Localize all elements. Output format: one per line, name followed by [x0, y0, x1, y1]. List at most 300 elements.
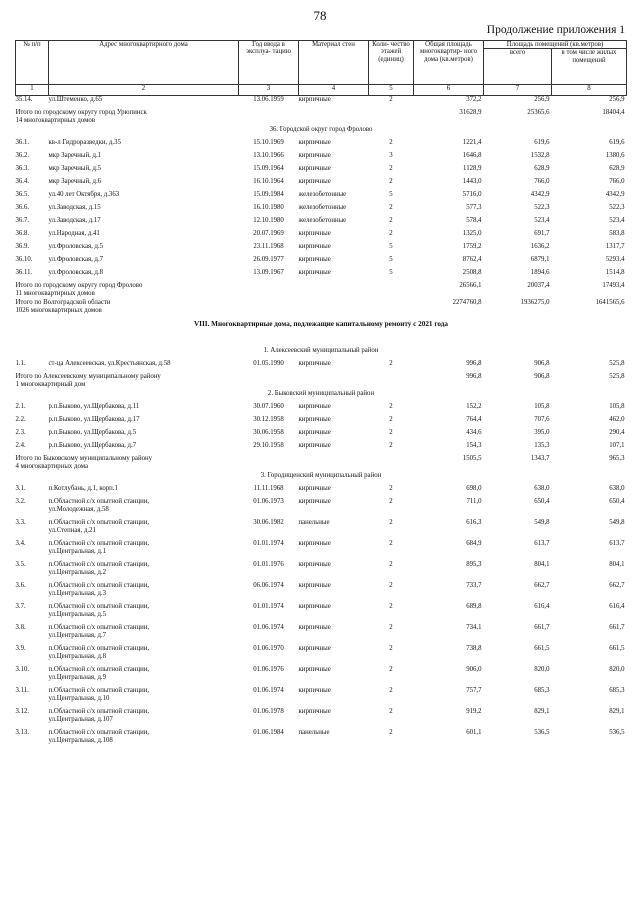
row-year: 01.06.1973	[253, 498, 284, 506]
row-walls: кирпичные	[298, 416, 331, 424]
row-floors: 2	[389, 582, 393, 590]
row-number: 1.1.	[15, 360, 26, 368]
total-living: 18404,4	[602, 109, 625, 117]
row-walls: железобетонные	[298, 191, 347, 199]
total-area: 31628,9	[459, 109, 482, 117]
row-year: 16.10.1980	[253, 204, 284, 212]
table-row	[16, 403, 627, 416]
row-area: 1759,2	[462, 243, 482, 251]
section-heading-row	[16, 347, 627, 360]
row-area: 578,4	[466, 217, 482, 225]
row-walls: кирпичные	[298, 561, 331, 569]
row-area: 698,0	[466, 485, 482, 493]
row-living: 290,4	[609, 429, 625, 437]
row-floors: 2	[389, 429, 393, 437]
row-number: 36.11.	[15, 269, 33, 277]
table-row	[16, 603, 627, 624]
total-all: 20037,4	[527, 282, 550, 290]
row-number: 36.3.	[15, 165, 30, 173]
table-row	[16, 498, 627, 519]
row-year: 13.10.1966	[253, 152, 284, 160]
row-number: 36.6.	[15, 204, 30, 212]
row-number: 3.2.	[15, 498, 26, 506]
page-number: 78	[313, 8, 327, 23]
row-walls: кирпичные	[298, 582, 331, 590]
table-row	[16, 485, 627, 498]
row-floors: 2	[389, 603, 393, 611]
row-address: п.Областной с/х опытной станции, ул.Центральная, д.108	[48, 729, 150, 744]
total-area: 2274760,8	[452, 299, 482, 307]
row-year: 13.09.1967	[253, 269, 284, 277]
row-year: 30.07.1960	[253, 403, 284, 411]
row-year: 15.09.1964	[253, 165, 284, 173]
row-address: п.Областной с/х опытной станции, ул.Центральная, д.8	[48, 645, 150, 660]
row-all: 523,4	[534, 217, 550, 225]
row-number: 36.4.	[15, 178, 30, 186]
row-living: 107,1	[609, 442, 625, 450]
row-number: 2.2.	[15, 416, 26, 424]
row-year: 16.10.1964	[253, 178, 284, 186]
row-living: 523,4	[609, 217, 625, 225]
row-all: 906,8	[534, 360, 550, 368]
section-heading-row	[16, 390, 627, 403]
total-living: 525,8	[609, 373, 625, 381]
row-all: 1532,8	[530, 152, 550, 160]
row-living: 616,4	[609, 603, 625, 611]
row-address: п.Областной с/х опытной станции, ул.Центральная, д.2	[48, 561, 150, 576]
row-all: 685,3	[534, 687, 550, 695]
row-walls: кирпичные	[298, 498, 331, 506]
total-area: 996,8	[466, 373, 482, 381]
row-year: 06.06.1974	[253, 582, 284, 590]
table-row	[16, 165, 627, 178]
total-area: 1505,5	[462, 455, 482, 463]
row-floors: 2	[389, 498, 393, 506]
table-row	[16, 152, 627, 165]
row-floors: 2	[389, 540, 393, 548]
row-living: 462,0	[609, 416, 625, 424]
section-heading: 3. Городищенский муниципальный район	[260, 472, 382, 480]
row-floors: 2	[389, 561, 393, 569]
total-all: 906,8	[534, 373, 550, 381]
row-year: 12.10.1980	[253, 217, 284, 225]
row-walls: кирпичные	[298, 139, 331, 147]
row-all: 616,4	[534, 603, 550, 611]
row-number: 3.10.	[15, 666, 30, 674]
total-row	[16, 109, 627, 126]
table-row	[16, 582, 627, 603]
total-living: 17493,4	[602, 282, 625, 290]
row-area: 154,3	[466, 442, 482, 450]
row-walls: кирпичные	[298, 230, 331, 238]
row-walls: кирпичные	[298, 165, 331, 173]
row-address: п.Областной с/х опытной станции, ул.Центральная, д.10	[48, 687, 150, 702]
header-number: № п/п	[16, 41, 49, 85]
row-address: ст-ца Алексеевская, ул.Крестьянская, д.58	[48, 360, 171, 368]
row-living: 256,9	[609, 96, 625, 104]
row-all: 661,5	[534, 645, 550, 653]
row-address: мкр Заречный, д.5	[48, 165, 102, 173]
row-year: 01.05.1990	[253, 360, 284, 368]
row-living: 1317,7	[605, 243, 625, 251]
row-address: кв-л Гидроразведки, д.35	[48, 139, 121, 147]
row-all: 661,7	[534, 624, 550, 632]
row-year: 30.06.1958	[253, 429, 284, 437]
row-number: 3.8.	[15, 624, 26, 632]
row-floors: 2	[389, 442, 393, 450]
row-floors: 2	[389, 360, 393, 368]
row-number: 3.6.	[15, 582, 26, 590]
row-number: 36.2.	[15, 152, 30, 160]
col-number: 4	[299, 85, 369, 96]
row-floors: 2	[389, 416, 393, 424]
table-row	[16, 230, 627, 243]
row-area: 895,3	[466, 561, 482, 569]
row-area: 711,0	[466, 498, 482, 506]
table-row	[16, 519, 627, 540]
header-living: в том числе жилых помещений	[552, 49, 627, 85]
row-area: 757,7	[466, 687, 482, 695]
row-number: 36.9.	[15, 243, 30, 251]
total-label: Итого по Алексеевскому муниципальному району 1 многоквартирный дом	[15, 373, 161, 388]
row-all: 4342,9	[530, 191, 550, 199]
housing-table	[15, 40, 627, 750]
row-walls: железобетонные	[298, 204, 347, 212]
row-number: 3.3.	[15, 519, 26, 527]
row-living: 522,3	[609, 204, 625, 212]
row-walls: кирпичные	[298, 645, 331, 653]
table-row	[16, 360, 627, 373]
table-row	[16, 708, 627, 729]
total-row	[16, 282, 627, 299]
table-row	[16, 178, 627, 191]
row-address: мкр Заречный, д.6	[48, 178, 102, 186]
row-living: 638,0	[609, 485, 625, 493]
row-floors: 2	[389, 687, 393, 695]
table-row	[16, 243, 627, 256]
row-number: 36.10.	[15, 256, 33, 264]
row-year: 01.06.1984	[253, 729, 284, 737]
row-year: 30.06.1982	[253, 519, 284, 527]
table-row	[16, 687, 627, 708]
row-all: 650,4	[534, 498, 550, 506]
header-total-area: Общая площадь многоквартир- ного дома (кв.метров)	[414, 41, 484, 85]
row-area: 1443,0	[462, 178, 482, 186]
row-all: 395,0	[534, 429, 550, 437]
row-address: ул.Заводская, д.17	[48, 217, 101, 225]
row-year: 15.09.1984	[253, 191, 284, 199]
row-year: 30.12.1958	[253, 416, 284, 424]
row-area: 1325,0	[462, 230, 482, 238]
row-all: 256,9	[534, 96, 550, 104]
header-floors: Коли- чество этажей (единиц)	[369, 41, 414, 85]
row-living: 525,8	[609, 360, 625, 368]
row-all: 522,3	[534, 204, 550, 212]
chapter-heading-row	[16, 321, 627, 347]
row-number: 2.1.	[15, 403, 26, 411]
table-row	[16, 191, 627, 204]
row-year: 13.06.1959	[253, 96, 284, 104]
row-all: 135,3	[534, 442, 550, 450]
row-number: 3.11.	[15, 687, 29, 695]
col-number: 3	[239, 85, 299, 96]
row-walls: кирпичные	[298, 269, 331, 277]
row-number: 36.8.	[15, 230, 30, 238]
row-floors: 5	[389, 191, 393, 199]
row-living: 613,7	[609, 540, 625, 548]
row-living: 820,0	[609, 666, 625, 674]
row-floors: 2	[389, 729, 393, 737]
row-area: 996,8	[466, 360, 482, 368]
total-label: Итого по городскому округу город Урюпинск 14 многоквартирных домов	[15, 109, 147, 124]
row-number: 2.4.	[15, 442, 26, 450]
row-address: п.Областной с/х опытной станции, ул.Центральная, д.5	[48, 603, 150, 618]
row-floors: 2	[389, 403, 393, 411]
row-walls: кирпичные	[298, 178, 331, 186]
row-living: 5293,4	[605, 256, 625, 264]
row-walls: кирпичные	[298, 540, 331, 548]
continuation-label: Продолжение приложения 1	[486, 24, 625, 36]
row-living: 766,0	[609, 178, 625, 186]
row-address: п.Областной с/х опытной станции, ул.Молодежная, д.58	[48, 498, 150, 513]
total-all: 25365,6	[527, 109, 550, 117]
row-number: 3.9.	[15, 645, 26, 653]
row-all: 707,6	[534, 416, 550, 424]
row-walls: кирпичные	[298, 96, 331, 104]
table-row	[16, 645, 627, 666]
row-address: р.п.Быково, ул.Щербакова, д.7	[48, 442, 137, 450]
row-number: 2.3.	[15, 429, 26, 437]
col-number: 8	[552, 85, 627, 96]
row-all: 1894,6	[530, 269, 550, 277]
row-area: 906,0	[466, 666, 482, 674]
row-living: 549,8	[609, 519, 625, 527]
row-year: 01.06.1974	[253, 687, 284, 695]
row-address: ул.Заводская, д.15	[48, 204, 101, 212]
row-number: 35.14.	[15, 96, 33, 104]
row-area: 1646,8	[462, 152, 482, 160]
row-number: 36.1.	[15, 139, 30, 147]
row-floors: 2	[389, 178, 393, 186]
row-area: 434,6	[466, 429, 482, 437]
col-number: 5	[369, 85, 414, 96]
row-walls: панельные	[298, 519, 330, 527]
row-number: 3.4.	[15, 540, 26, 548]
row-address: ул.Фроловская, д.5	[48, 243, 104, 251]
row-address: п.Областной с/х опытной станции, ул.Центральная, д.3	[48, 582, 150, 597]
row-address: ул.40 лет Октября, д.363	[48, 191, 120, 199]
header-address: Адрес многоквартирного дома	[49, 41, 239, 85]
row-floors: 2	[389, 624, 393, 632]
total-label: Итого по Волгоградской области 1026 многоквартирных домов	[15, 299, 111, 314]
row-living: 536,5	[609, 729, 625, 737]
row-walls: кирпичные	[298, 243, 331, 251]
row-living: 661,7	[609, 624, 625, 632]
row-all: 549,8	[534, 519, 550, 527]
table-body	[16, 96, 627, 751]
row-year: 01.06.1976	[253, 666, 284, 674]
row-year: 26.09.1977	[253, 256, 284, 264]
row-area: 738,8	[466, 645, 482, 653]
total-all: 1936275,0	[520, 299, 550, 307]
row-year: 01.01.1974	[253, 540, 284, 548]
table-row	[16, 217, 627, 230]
total-row	[16, 373, 627, 390]
row-all: 628,9	[534, 165, 550, 173]
table-row	[16, 429, 627, 442]
row-walls: кирпичные	[298, 152, 331, 160]
row-area: 616,3	[466, 519, 482, 527]
row-number: 3.13.	[15, 729, 30, 737]
table-row	[16, 561, 627, 582]
row-all: 691,7	[534, 230, 550, 238]
row-floors: 2	[389, 519, 393, 527]
row-year: 01.06.1970	[253, 645, 284, 653]
row-living: 619,6	[609, 139, 625, 147]
row-walls: кирпичные	[298, 708, 331, 716]
row-floors: 2	[389, 708, 393, 716]
row-address: п.Областной с/х опытной станции, ул.Центральная, д.1	[48, 540, 150, 555]
row-floors: 5	[389, 269, 393, 277]
row-address: п.Областной с/х опытной станции, ул.Центральная, д.107	[48, 708, 150, 723]
row-address: п.Котлубань, д.1, корп.1	[48, 485, 118, 493]
row-number: 3.12.	[15, 708, 30, 716]
header-all: всего	[484, 49, 552, 85]
row-year: 29.10.1958	[253, 442, 284, 450]
row-walls: кирпичные	[298, 360, 331, 368]
total-label: Итого по городскому округу город Фролово 11 многоквартирных домов	[15, 282, 143, 297]
row-number: 36.5.	[15, 191, 30, 199]
row-all: 662,7	[534, 582, 550, 590]
total-row	[16, 299, 627, 321]
row-address: ул.Фроловская, д.7	[48, 256, 104, 264]
section-heading-row	[16, 472, 627, 485]
row-all: 820,0	[534, 666, 550, 674]
row-address: п.Областной с/х опытной станции, ул.Центральная, д.9	[48, 666, 150, 681]
total-living: 1641565,6	[595, 299, 625, 307]
row-living: 583,8	[609, 230, 625, 238]
row-year: 15.10.1969	[253, 139, 284, 147]
row-year: 01.06.1978	[253, 708, 284, 716]
row-floors: 2	[389, 96, 393, 104]
table-row	[16, 269, 627, 282]
table-row	[16, 96, 627, 110]
col-number: 6	[414, 85, 484, 96]
row-area: 1128,9	[463, 165, 482, 173]
row-area: 601,1	[466, 729, 482, 737]
row-all: 766,0	[534, 178, 550, 186]
row-area: 734,1	[466, 624, 482, 632]
header-rooms-area: Площадь помещений (кв.метров)	[484, 41, 627, 49]
row-living: 662,7	[609, 582, 625, 590]
row-all: 829,1	[534, 708, 550, 716]
header-year: Год ввода в эксплуа- тацию	[239, 41, 299, 85]
row-address: ул.Фроловская, д.8	[48, 269, 104, 277]
section-heading: 36. Городской округ город Фролово	[269, 126, 373, 134]
row-living: 650,4	[609, 498, 625, 506]
row-floors: 2	[389, 485, 393, 493]
col-number: 7	[484, 85, 552, 96]
row-walls: кирпичные	[298, 687, 331, 695]
row-number: 3.7.	[15, 603, 26, 611]
total-area: 26566,1	[459, 282, 482, 290]
row-area: 733,7	[466, 582, 482, 590]
row-all: 804,1	[534, 561, 550, 569]
table-row	[16, 256, 627, 269]
section-heading: 2. Быковский муниципальный район	[267, 390, 375, 398]
total-all: 1343,7	[530, 455, 550, 463]
row-all: 1636,2	[530, 243, 550, 251]
row-address: п.Областной с/х опытной станции, ул.Центральная, д.7	[48, 624, 150, 639]
table-row	[16, 624, 627, 645]
row-floors: 2	[389, 165, 393, 173]
row-year: 11.11.1968	[253, 485, 284, 493]
row-floors: 2	[389, 645, 393, 653]
col-number: 1	[16, 85, 49, 96]
row-address: р.п.Быково, ул.Щербакова, д.5	[48, 429, 137, 437]
row-area: 764,4	[466, 416, 482, 424]
row-floors: 5	[389, 243, 393, 251]
row-walls: кирпичные	[298, 256, 331, 264]
row-year: 01.01.1976	[253, 561, 284, 569]
row-walls: кирпичные	[298, 403, 331, 411]
row-area: 152,2	[466, 403, 482, 411]
table-row	[16, 729, 627, 750]
row-living: 829,1	[609, 708, 625, 716]
row-living: 628,9	[609, 165, 625, 173]
row-walls: кирпичные	[298, 603, 331, 611]
row-walls: кирпичные	[298, 624, 331, 632]
row-floors: 2	[389, 139, 393, 147]
row-floors: 2	[389, 666, 393, 674]
row-area: 684,9	[466, 540, 482, 548]
total-living: 965,3	[609, 455, 625, 463]
row-all: 105,8	[534, 403, 550, 411]
row-year: 01.06.1974	[253, 624, 284, 632]
row-walls: железобетонные	[298, 217, 347, 225]
header-walls: Материал стен	[299, 41, 369, 85]
row-walls: кирпичные	[298, 442, 331, 450]
row-living: 4342,9	[605, 191, 625, 199]
row-walls: кирпичные	[298, 429, 331, 437]
row-living: 685,3	[609, 687, 625, 695]
row-year: 20.07.1969	[253, 230, 284, 238]
row-living: 804,1	[609, 561, 625, 569]
row-area: 1221,4	[462, 139, 482, 147]
section-heading-row	[16, 126, 627, 139]
table-row	[16, 204, 627, 217]
row-number: 3.1.	[15, 485, 26, 493]
row-address: р.п.Быково, ул.Щербакова, д.17	[48, 416, 140, 424]
row-floors: 2	[389, 204, 393, 212]
section-heading: 1. Алексеевский муниципальный район	[263, 347, 379, 355]
table-row	[16, 139, 627, 152]
total-label: Итого по Быковскому муниципальному району 4 многоквартирных дома	[15, 455, 153, 470]
row-all: 536,5	[534, 729, 550, 737]
table-row	[16, 416, 627, 429]
row-area: 5716,0	[462, 191, 482, 199]
row-area: 8762,4	[462, 256, 482, 264]
row-area: 919,2	[466, 708, 482, 716]
row-number: 36.7.	[15, 217, 30, 225]
row-year: 01.01.1974	[253, 603, 284, 611]
row-all: 613,7	[534, 540, 550, 548]
row-living: 661,5	[609, 645, 625, 653]
row-floors: 2	[389, 217, 393, 225]
row-address: ул.Народная, д.41	[48, 230, 100, 238]
table-row	[16, 666, 627, 687]
col-number: 2	[49, 85, 239, 96]
